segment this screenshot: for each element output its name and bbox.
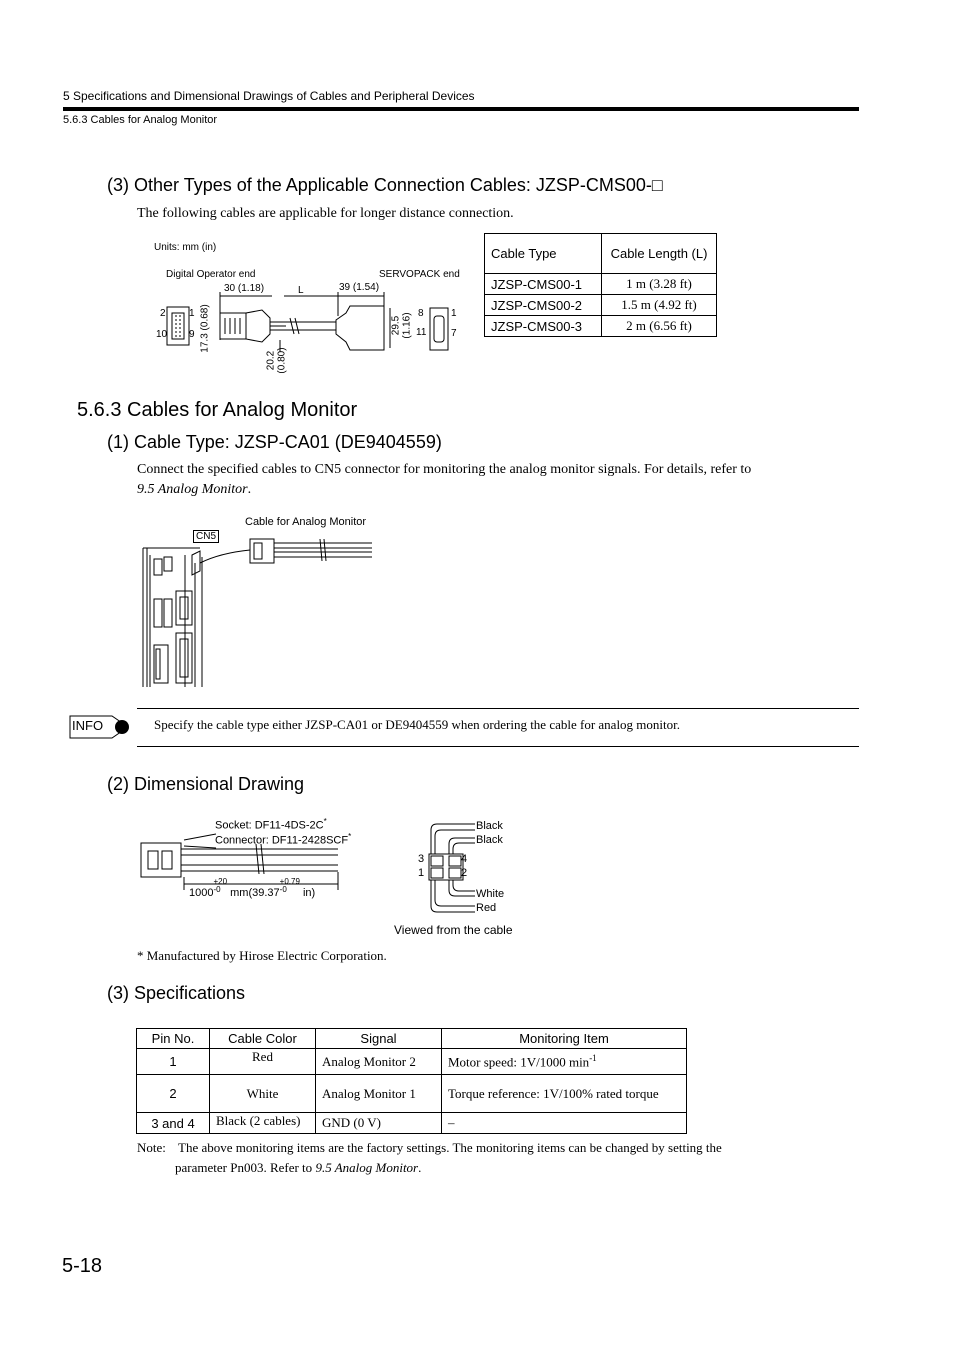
- page-number: 5-18: [62, 1255, 103, 1277]
- wire-red: Red: [476, 902, 497, 914]
- pin-10-label: 10: [156, 329, 168, 340]
- info-top-rule: [137, 708, 859, 709]
- pin-1-label: 1: [189, 308, 195, 319]
- spec-row3-item: –: [442, 1113, 687, 1134]
- note-line-2: [175, 1160, 421, 1176]
- dim-39: 39 (1.54): [339, 282, 380, 293]
- pin-2-label: 2: [160, 308, 166, 319]
- cms00-header-type: Cable Type: [485, 234, 602, 274]
- dim-20-in: (0.80): [276, 347, 288, 374]
- chapter-header: 5 Specifications and Dimensional Drawings of Cables and Peripheral Devices: [63, 89, 475, 103]
- pin-3-label: 3: [418, 853, 425, 865]
- tol-mm-plus: +20: [213, 877, 228, 886]
- tol-in-plus: +0.79: [279, 877, 300, 886]
- spec-row1-pin: 1: [137, 1049, 210, 1075]
- connector-asterisk: *: [348, 832, 352, 841]
- spec-header-color: Cable Color: [210, 1029, 316, 1049]
- unit-mm: mm: [230, 887, 249, 899]
- unit-in: in): [302, 887, 316, 899]
- tol-mm-minus: -0: [213, 885, 221, 894]
- connector-pin-view: [425, 816, 480, 916]
- servopack-end-label: SERVOPACK end: [379, 269, 460, 280]
- spec-row3-pin: 3 and 4: [137, 1113, 210, 1134]
- analog-monitor-ref-link[interactable]: 9.5 Analog Monitor: [137, 482, 248, 497]
- section-header: 5.6.3 Cables for Analog Monitor: [63, 114, 218, 126]
- table-row: [137, 1113, 687, 1134]
- cms00-row3-type: JZSP-CMS00-3: [485, 316, 602, 337]
- pin-9-label: 9: [189, 329, 195, 340]
- cable-type-title: (1) Cable Type: JZSP-CA01 (DE9404559): [107, 432, 442, 452]
- dim-30: 30 (1.18): [224, 283, 265, 294]
- socket-text: Socket: DF11-4DS-2C: [215, 819, 324, 832]
- connector-text: Connector: DF11-2428SCF: [215, 834, 349, 847]
- specifications-table: [136, 1028, 687, 1134]
- pin-4-label: 4: [461, 853, 468, 865]
- dim-17: 17.3 (0.68): [199, 304, 211, 353]
- servopack-cn5-drawing: [140, 535, 380, 690]
- units-label: Units: mm (in): [154, 242, 217, 253]
- dim-20: 20.2: [265, 350, 277, 371]
- cms00-header-length: Cable Length (L): [602, 234, 717, 274]
- info-bottom-rule: [137, 746, 859, 747]
- note-end: .: [418, 1160, 422, 1175]
- spec-row2-signal: Analog Monitor 1: [316, 1075, 442, 1113]
- cms00-row2-length: 1.5 m (4.92 ft): [602, 295, 717, 316]
- pin-7-label: 7: [451, 328, 457, 339]
- cn5-paragraph-end: .: [247, 482, 252, 497]
- socket-asterisk: *: [323, 817, 327, 826]
- cms00-row3-length: 2 m (6.56 ft): [602, 316, 717, 337]
- note-line-2-text: parameter Pn003. Refer to: [175, 1160, 313, 1175]
- cms00-row1-type: JZSP-CMS00-1: [485, 274, 602, 295]
- spec-row3-signal: GND (0 V): [316, 1113, 442, 1134]
- table-row: [137, 1049, 687, 1075]
- specifications-title: (3) Specifications: [107, 983, 246, 1003]
- info-label: INFO: [72, 718, 104, 733]
- dim-29-in: (1.16): [401, 312, 413, 339]
- pin-8-label: 8: [418, 308, 424, 319]
- spec-header-item: Monitoring Item: [442, 1029, 687, 1049]
- wire-white: White: [476, 888, 505, 900]
- spec-row1-item-text: Motor speed: 1V/1000 min: [448, 1054, 590, 1070]
- dim-29: 29.5: [390, 315, 402, 336]
- spec-row2-pin: 2: [137, 1075, 210, 1113]
- spec-row3-color: Black (2 cables): [210, 1113, 316, 1134]
- pin-11-label: 11: [416, 327, 427, 338]
- length-in: (39.37: [248, 887, 280, 899]
- spec-row1-item-sup: -1: [589, 1052, 597, 1063]
- length-mm: 1000: [189, 887, 214, 899]
- wire-black-2: Black: [476, 834, 503, 846]
- cms00-table: [484, 233, 717, 337]
- spec-header-signal: Signal: [316, 1029, 442, 1049]
- cable-length-label: [189, 878, 315, 899]
- spec-row1-signal: Analog Monitor 2: [316, 1049, 442, 1075]
- dimensional-drawing-title: (2) Dimensional Drawing: [107, 774, 305, 794]
- table-row: [137, 1075, 687, 1113]
- pin-1b-label: 1: [451, 308, 457, 319]
- cms00-cable-drawing: [150, 280, 470, 380]
- dim-L: L: [298, 285, 304, 296]
- header-rule: [63, 107, 859, 111]
- cn5-paragraph-text: Connect the specified cables to CN5 connector for monitoring the analog monitor signals. For details, refer to: [137, 462, 752, 477]
- note-label: Note:: [137, 1140, 166, 1155]
- spec-row2-item: Torque reference: 1V/100% rated torque: [442, 1075, 687, 1113]
- note-analog-monitor-ref-link[interactable]: 9.5 Analog Monitor: [315, 1160, 419, 1175]
- digital-operator-end-label: Digital Operator end: [166, 269, 256, 280]
- cn5-label: CN5: [193, 530, 219, 543]
- tol-in-minus: -0: [279, 885, 287, 894]
- cms00-row1-length: 1 m (3.28 ft): [602, 274, 717, 295]
- other-cables-title: (3) Other Types of the Applicable Connection Cables: JZSP-CMS00-□: [107, 175, 663, 195]
- spec-row1-color: Red: [210, 1049, 316, 1075]
- section-title-563: 5.6.3 Cables for Analog Monitor: [77, 399, 358, 421]
- info-text: Specify the cable type either JZSP-CA01 or DE9404559 when ordering the cable for analog monitor.: [154, 717, 681, 732]
- spec-row1-item: [442, 1049, 687, 1075]
- spec-row2-color: White: [210, 1075, 316, 1113]
- other-cables-intro: The following cables are applicable for longer distance connection.: [137, 206, 514, 221]
- socket-label: [215, 817, 327, 832]
- spec-header-pin: Pin No.: [137, 1029, 210, 1049]
- wire-black-1: Black: [476, 820, 503, 832]
- pin-1-label-b: 1: [418, 867, 425, 879]
- note-line-1: The above monitoring items are the factory settings. The monitoring items can be changed by setting the: [178, 1140, 722, 1155]
- hirose-footnote: * Manufactured by Hirose Electric Corporation.: [137, 948, 387, 963]
- viewed-from-cable-caption: Viewed from the cable: [394, 923, 513, 937]
- pin-2-label-b: 2: [461, 867, 468, 879]
- cms00-row2-type: JZSP-CMS00-2: [485, 295, 602, 316]
- analog-cable-label: Cable for Analog Monitor: [245, 516, 367, 528]
- cn5-paragraph: [137, 460, 853, 500]
